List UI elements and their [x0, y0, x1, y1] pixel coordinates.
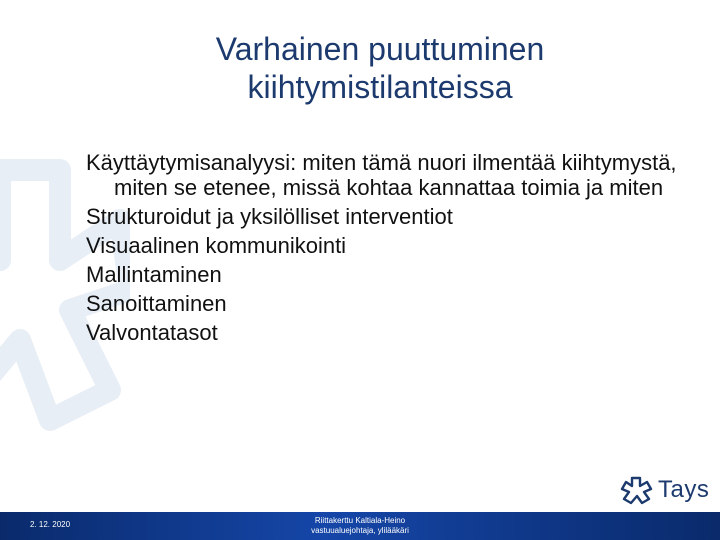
tays-star-icon: [620, 475, 654, 505]
bullet-item: Valvontatasot: [86, 320, 218, 345]
title-line-1: Varhainen puuttuminen: [215, 31, 545, 67]
author-role: vastuualuejohtaja, ylilääkäri: [311, 526, 409, 535]
title-line-2: kiihtymistilanteissa: [247, 69, 513, 105]
bullet-item: Strukturoidut ja yksilölliset interventiot: [86, 204, 453, 229]
bullet-item: Sanoittaminen: [86, 291, 227, 316]
slide-title: [100, 30, 660, 106]
bullet-item: Mallintaminen: [86, 262, 222, 287]
bullet-list: [86, 150, 686, 349]
bullet-item: Visuaalinen kommunikointi: [86, 233, 347, 258]
footer-bar: [0, 512, 720, 540]
bullet-item: Käyttäytymisanalyysi: miten tämä nuori ilmentää kiihtymystä, miten se etenee, missä kohtaa kannattaa toimia ja miten: [86, 150, 677, 200]
footer-date: 2. 12. 2020: [30, 520, 71, 529]
author-name: Riittakerttu Kaltiala-Heino: [314, 516, 406, 525]
logo-text: Tays: [658, 476, 710, 503]
tays-logo: [620, 474, 720, 506]
footer-author: [260, 516, 460, 536]
